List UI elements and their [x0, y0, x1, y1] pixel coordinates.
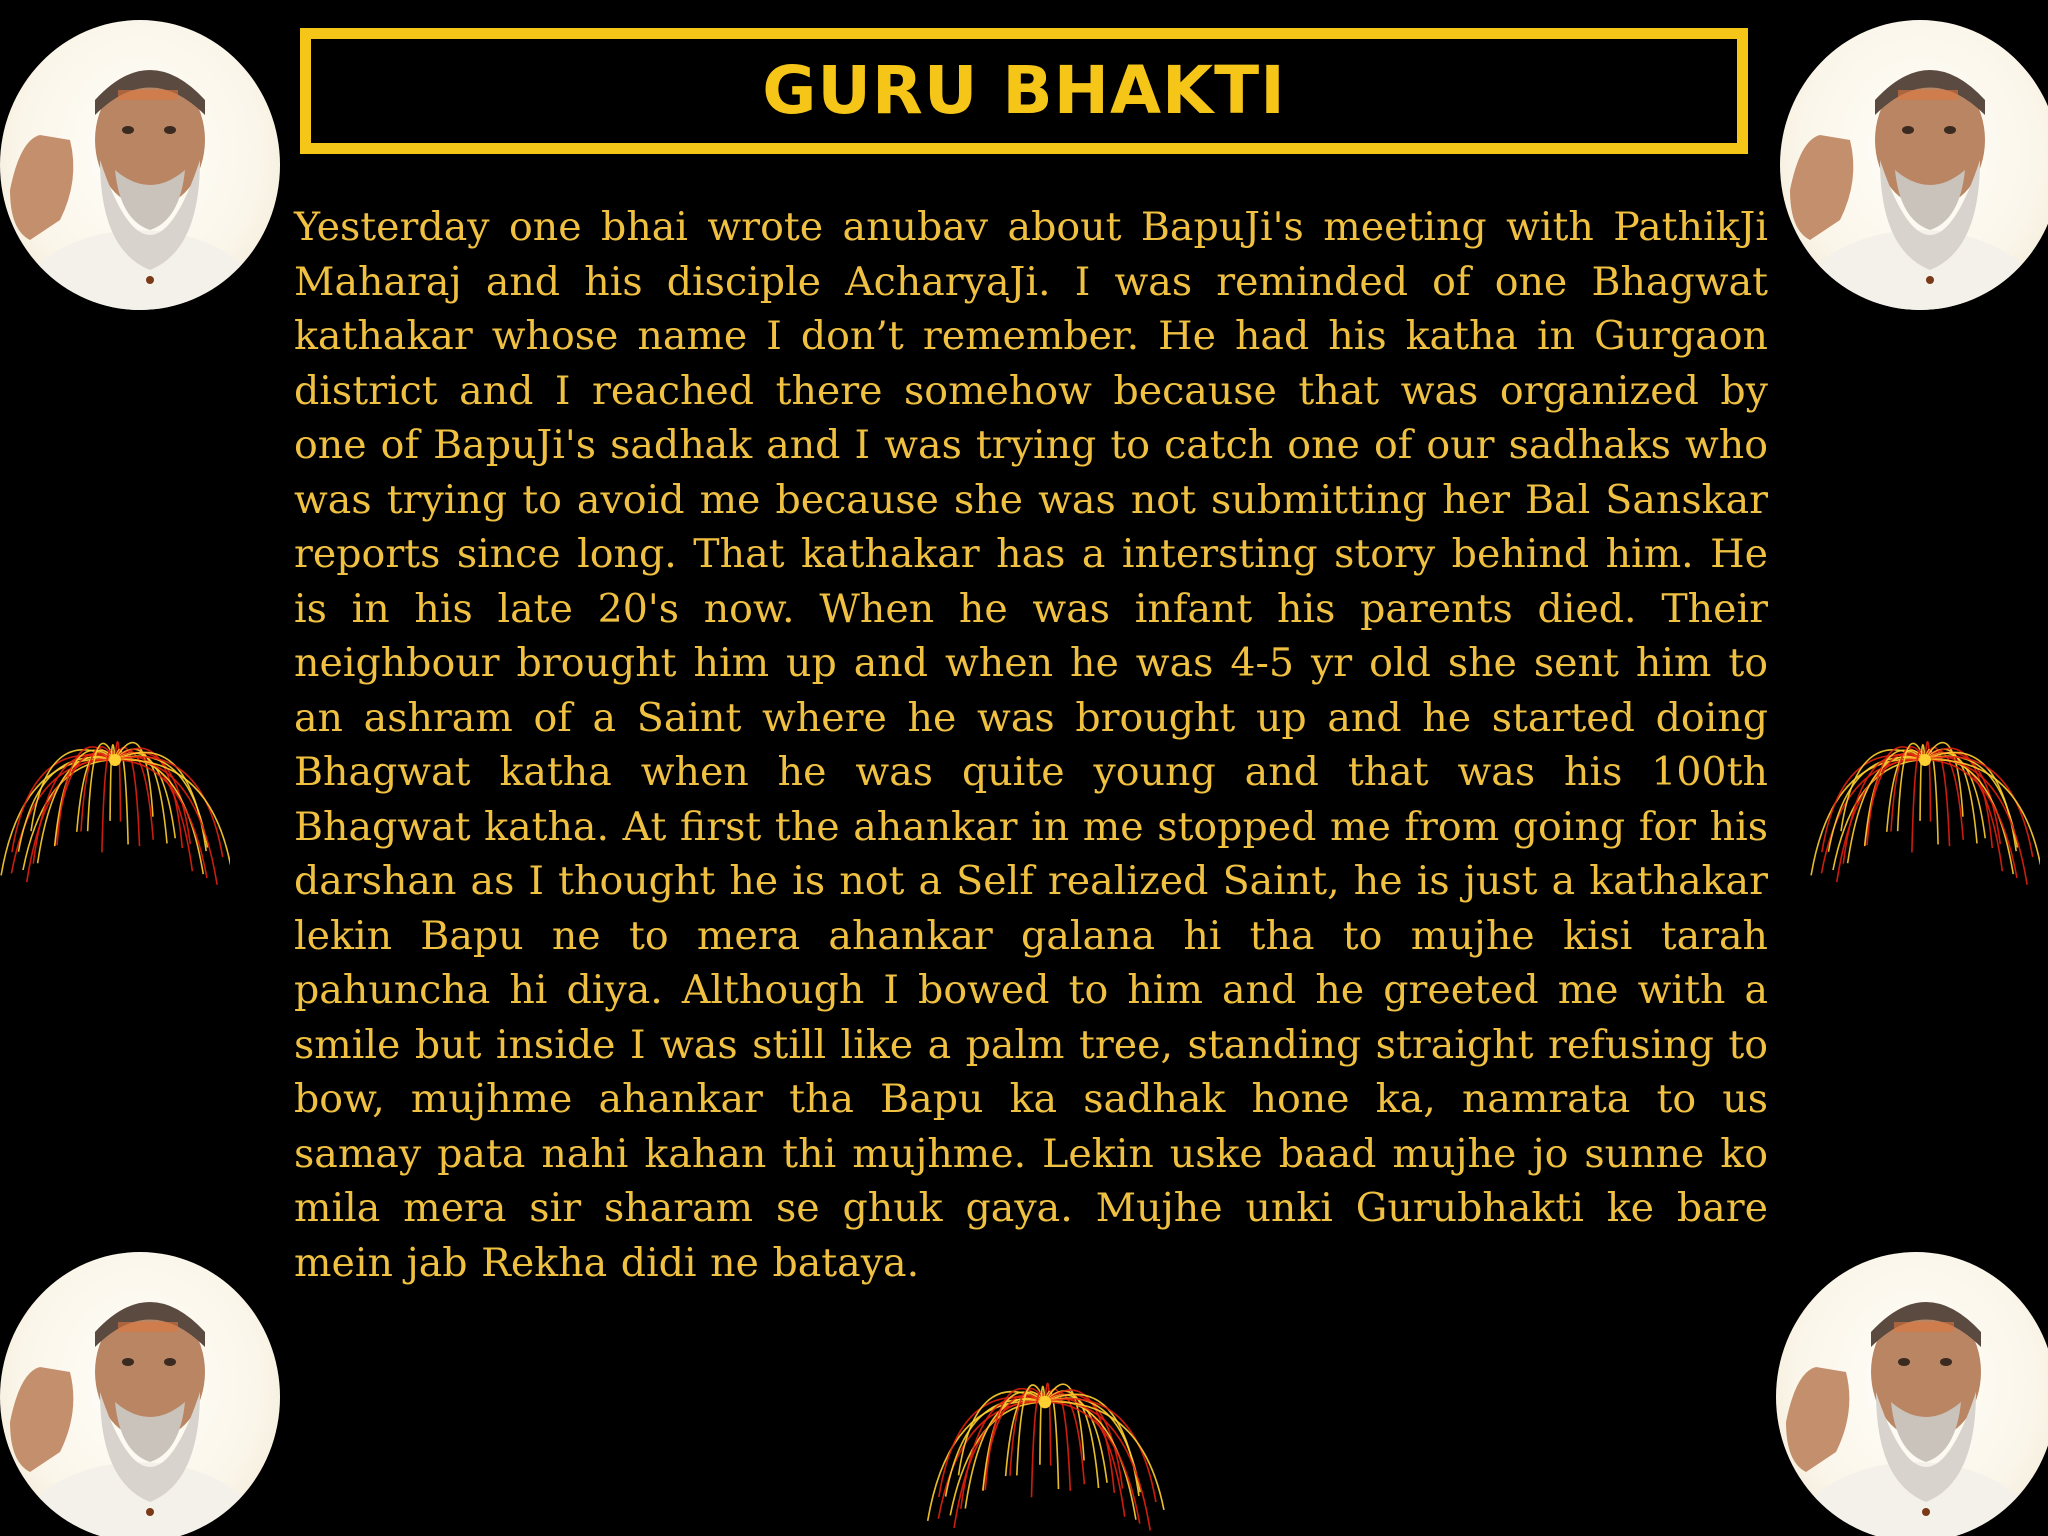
title-box — [300, 28, 1748, 154]
firework-burst-graphic — [0, 690, 230, 890]
saint-portrait-graphic — [0, 20, 280, 310]
saint-portrait-graphic — [0, 1252, 280, 1536]
firework-burst-icon — [1810, 690, 2040, 890]
firework-burst-icon — [0, 690, 230, 890]
saint-portrait-icon — [1780, 20, 2048, 310]
saint-portrait-icon — [0, 1252, 280, 1536]
saint-portrait-graphic — [1780, 20, 2048, 310]
saint-portrait-graphic — [1776, 1252, 2048, 1536]
slide-title: GURU BHAKTI — [762, 52, 1286, 129]
firework-burst-icon — [915, 1330, 1175, 1536]
firework-burst-graphic — [915, 1330, 1175, 1536]
saint-portrait-icon — [0, 20, 280, 310]
firework-burst-graphic — [1810, 690, 2040, 890]
saint-portrait-icon — [1776, 1252, 2048, 1536]
body-paragraph: Yesterday one bhai wrote anubav about BapuJi's meeting with PathikJi Maharaj and his disciple AcharyaJi. I was reminded of one Bhagwat kathakar whose name I don’t remember. He had his katha in Gurgaon district and I reached there somehow because that was organized by one of BapuJi's sadhak and I was trying to catch one of our sadhaks who was trying to avoid me because she was not submitting her Bal Sanskar reports since long. That kathakar has a intersting story behind him. He is in his late 20's now. When he was infant his parents died. Their neighbour brought him up and when he was 4-5 yr old she sent him to an ashram of a Saint where he was brought up and he started doing Bhagwat katha when he was quite young and that was his 100th Bhagwat katha. At first the ahankar in me stopped me from going for his darshan as I thought he is not a Self realized Saint, he is just a kathakar lekin Bapu ne to mera ahankar galana hi tha to mujhe kisi tarah pahuncha hi diya. Although I bowed to him and he greeted me with a smile but inside I was still like a palm tree, standing straight refusing to bow, mujhme ahankar tha Bapu ka sadhak hone ka, namrata to us samay pata nahi kahan thi mujhme. Lekin uske baad mujhe jo sunne ko mila mera sir sharam se ghuk gaya. Mujhe unki Gurubhakti ke bare mein jab Rekha didi ne bataya. — [294, 204, 1768, 1286]
